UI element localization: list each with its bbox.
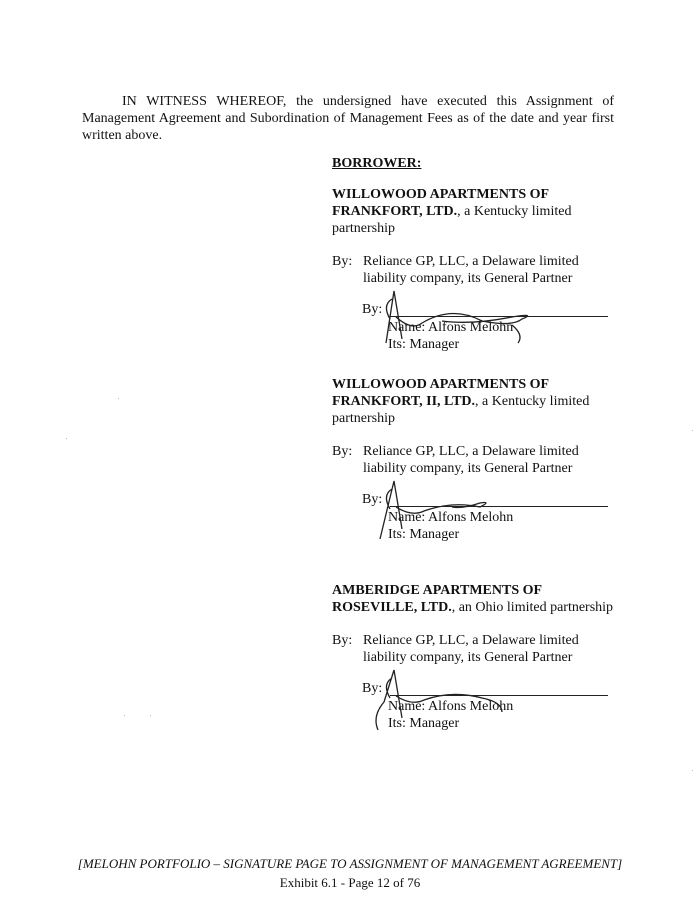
by-label: By: bbox=[332, 633, 353, 648]
entity-desc-tail: , an Ohio limited partnership bbox=[451, 600, 614, 615]
entity-name-line1: AMBERIDGE APARTMENTS OF bbox=[332, 583, 543, 598]
entity-name-line2: ROSEVILLE, LTD. bbox=[332, 600, 452, 615]
signatory-name: Name: Alfons Melohn bbox=[388, 699, 514, 714]
scan-speck bbox=[118, 398, 119, 399]
signature-block-willowood-frankfort bbox=[332, 186, 622, 353]
entity-name-line2: FRANKFORT, II, LTD. bbox=[332, 394, 476, 409]
signature-area bbox=[362, 680, 622, 732]
scan-speck bbox=[692, 770, 693, 771]
entity-name-line2: FRANKFORT, LTD. bbox=[332, 204, 458, 219]
entity-name-line1: WILLOWOOD APARTMENTS OF bbox=[332, 377, 550, 392]
entity-desc-tail: , a Kentucky limited bbox=[457, 204, 572, 219]
entity-name-line1: WILLOWOOD APARTMENTS OF bbox=[332, 187, 550, 202]
general-partner-text: Reliance GP, LLC, a Delaware limited liability company, its General Partner bbox=[363, 254, 579, 286]
by-label: By: bbox=[332, 444, 353, 459]
signature-by-label: By: bbox=[362, 492, 383, 507]
general-partner-text: Reliance GP, LLC, a Delaware limited liability company, its General Partner bbox=[363, 633, 579, 665]
borrower-heading: BORROWER: bbox=[332, 156, 422, 171]
signatory-title: Its: Manager bbox=[388, 527, 460, 542]
signature-block-willowood-frankfort-ii bbox=[332, 376, 622, 543]
signature-block-amberidge-roseville bbox=[332, 582, 622, 732]
handwritten-signature bbox=[352, 640, 572, 730]
witness-text: IN WITNESS WHEREOF, the undersigned have executed this Assignment of Management Agreement and Subordination of Management Fees as of the date and year first written above. bbox=[82, 94, 614, 143]
scan-speck bbox=[124, 715, 125, 716]
signature-by-label: By: bbox=[362, 681, 383, 696]
footer-title: [MELOHN PORTFOLIO – SIGNATURE PAGE TO ASSIGNMENT OF MANAGEMENT AGREEMENT] bbox=[77, 856, 623, 871]
scan-speck bbox=[150, 715, 151, 716]
handwritten-signature bbox=[352, 261, 572, 351]
signatory-name: Name: Alfons Melohn bbox=[388, 510, 514, 525]
entity-desc-line3: partnership bbox=[332, 221, 395, 236]
footer-page-number: Exhibit 6.1 - Page 12 of 76 bbox=[279, 875, 421, 890]
signatory-title: Its: Manager bbox=[388, 337, 460, 352]
signature-by-label: By: bbox=[362, 302, 383, 317]
scan-speck bbox=[692, 430, 693, 431]
entity-description bbox=[332, 186, 622, 237]
signature-area bbox=[362, 301, 622, 353]
general-partner-text: Reliance GP, LLC, a Delaware limited liability company, its General Partner bbox=[363, 444, 579, 476]
entity-description bbox=[332, 376, 622, 427]
witness-paragraph bbox=[82, 93, 614, 144]
scan-speck bbox=[66, 438, 67, 439]
signatory-title: Its: Manager bbox=[388, 716, 460, 731]
by-label: By: bbox=[332, 254, 353, 269]
entity-desc-tail: , a Kentucky limited bbox=[475, 394, 590, 409]
handwritten-signature bbox=[352, 451, 572, 541]
signatory-name: Name: Alfons Melohn bbox=[388, 320, 514, 335]
signature-area bbox=[362, 491, 622, 543]
entity-description bbox=[332, 582, 622, 616]
entity-desc-line3: partnership bbox=[332, 411, 395, 426]
